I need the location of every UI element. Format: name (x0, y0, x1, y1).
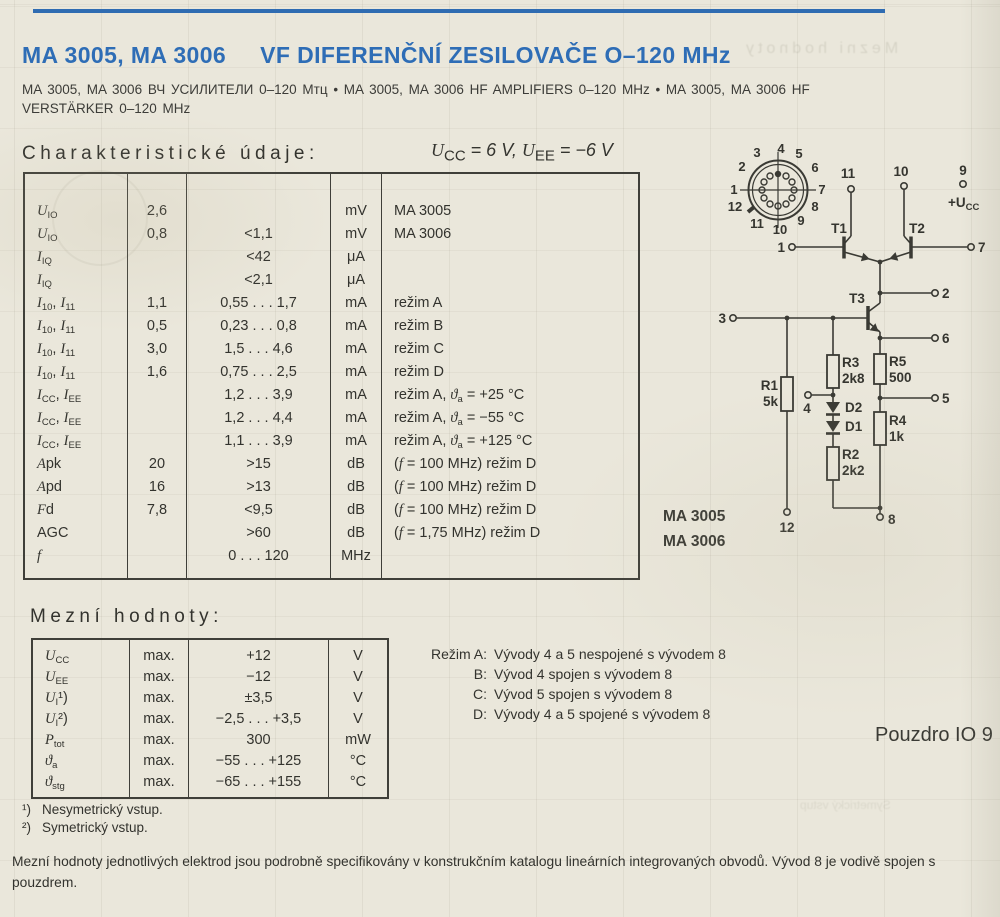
pin-terminal-1 (777, 240, 795, 255)
resistor-R1-ref: R1 (760, 378, 778, 393)
char-table-col-4 (382, 174, 638, 578)
char-table-cell-r2-c0: $I_{IQ}$ (37, 249, 52, 267)
package-label: Pouzdro IO 9 (875, 724, 993, 746)
char-table-col-0 (25, 174, 128, 578)
pin-8-label: 8 (888, 512, 896, 527)
pinout-pin-11: 11 (750, 216, 764, 231)
char-table-cell-r15-c4 (382, 545, 638, 568)
resistor-R3-ref: R3 (842, 355, 860, 370)
title-description: VF DIFERENČNÍ ZESILOVAČE O–120 MHz (260, 42, 731, 68)
char-table-cell-r9-c4: režim A, $ϑ_a = -55$ °C (394, 410, 525, 428)
char-table-cell-r13-c0: Fd (37, 502, 54, 518)
char-table-cell-r6-c0: $I_{10}$, $I_{11}$ (37, 341, 76, 359)
char-table-cell-r7-c2: 0,75 . . . 2,5 (220, 364, 297, 380)
transistor-T2-label: T2 (909, 221, 925, 236)
char-table-cell-r8-c3: mA (345, 387, 367, 403)
char-table-cell-r2-c4 (382, 246, 638, 269)
top-rule (33, 9, 885, 13)
subtitle-line2: VERSTÄRKER 0–120 MHz (22, 101, 191, 116)
char-table-cell-r6-c4: režim C (394, 341, 444, 357)
resistor-R1 (761, 377, 793, 411)
char-table-cell-r4-c0: $I_{10}$, $I_{11}$ (37, 295, 76, 313)
char-table-cell-r1-c1: 0,8 (146, 226, 168, 242)
pinout-pin-7: 7 (818, 182, 826, 197)
char-table-cell-r3-c4 (382, 269, 638, 292)
char-table-cell-r15-c1 (128, 545, 186, 568)
rezim-line-3-label: D: (473, 706, 487, 722)
footnote-1 (22, 801, 163, 819)
pinout-pin-2: 2 (738, 159, 746, 174)
pinout-pin-9: 9 (797, 213, 805, 228)
char-table-cell-r2-c1 (128, 246, 186, 269)
char-table-cell-r4-c3: mA (345, 295, 367, 311)
char-table-col-2 (187, 174, 331, 578)
char-table-cell-r11-c0: Apk (37, 456, 62, 472)
char-table-cell-r10-c1 (128, 430, 186, 453)
char-table-cell-r12-c0: Apd (37, 479, 62, 495)
footnote-2-mark: ²) (22, 820, 31, 835)
char-table-cell-r7-c3: mA (345, 364, 367, 380)
pin-12-label: 12 (779, 520, 795, 535)
rezim-line-2-text: Vývod 5 spojen s vývodem 8 (494, 686, 673, 702)
transistor-T1-label: T1 (831, 221, 847, 236)
pin-terminal-5 (932, 391, 950, 406)
rezim-line-2-label: C: (473, 686, 487, 702)
char-table-cell-r13-c4: (f = 100 MHz) režim D (394, 502, 537, 518)
resistor-R5-value: 500 (889, 370, 912, 385)
char-table-cell-r9-c2: 1,2 . . . 4,4 (224, 410, 293, 426)
limits-table-cell-r0-c2: +12 (246, 648, 271, 664)
limits-table-cell-r4-c0: $P_{tot}$ (45, 732, 65, 750)
pin-2-label: 2 (942, 286, 950, 301)
char-table-cell-r13-c2: <9,5 (244, 502, 273, 518)
char-table-cell-r6-c2: 1,5 . . . 4,6 (224, 341, 293, 357)
bleedthrough-text: Mezni hodnoty (742, 40, 899, 57)
pinout-pin-8: 8 (811, 199, 819, 214)
pin-terminal-12 (779, 509, 794, 535)
junction-nodes (785, 260, 883, 511)
char-table-cell-r1-c2: <1,1 (244, 226, 273, 242)
limits-table-col-0 (33, 640, 130, 797)
char-table-cell-r10-c0: $I_{CC}$, $I_{EE}$ (37, 433, 82, 451)
char-table-cell-r14-c0: AGC (37, 525, 69, 541)
pinout-pin-5: 5 (795, 146, 803, 161)
resistor-R2 (827, 447, 865, 480)
char-table-cell-r13-c1: 7,8 (146, 502, 168, 518)
bleedthrough-text: Symetrický vstup (800, 798, 891, 812)
diode-D1-label: D1 (845, 419, 863, 434)
char-table-cell-r6-c3: mA (345, 341, 367, 357)
char-table-cell-r5-c0: $I_{10}$, $I_{11}$ (37, 318, 76, 336)
char-table-cell-r9-c1 (128, 407, 186, 430)
resistor-R3-value: 2k8 (842, 371, 865, 386)
char-table-cell-r4-c2: 0,55 . . . 1,7 (220, 295, 297, 311)
char-table-cell-r2-c3: μA (346, 249, 366, 265)
limits-table-cell-r1-c3: V (353, 669, 363, 685)
char-table-cell-r6-c1: 3,0 (146, 341, 168, 357)
resistor-R4-ref: R4 (889, 413, 907, 428)
pinout-pin-6: 6 (811, 160, 819, 175)
rezim-notes (423, 644, 726, 724)
char-table-cell-r8-c4: režim A, $ϑ_a = +25$ °C (394, 387, 525, 405)
limits-table-cell-r6-c0: $ϑ_{stg}$ (45, 774, 65, 792)
pinout-pin-1: 1 (730, 182, 738, 197)
char-table-cell-r3-c3: μA (346, 272, 366, 288)
char-table-cell-r11-c3: dB (347, 456, 365, 472)
char-table-cell-r12-c3: dB (347, 479, 365, 495)
char-table-cell-r14-c4: (f = 1,75 MHz) režim D (394, 525, 541, 541)
char-table-cell-r9-c0: $I_{CC}$, $I_{EE}$ (37, 410, 82, 428)
rezim-line-0-label: Režim A: (430, 646, 487, 662)
char-table-cell-r10-c4: režim A, $ϑ_a = +125$ °C (394, 433, 533, 451)
char-table-cell-r3-c2: <2,1 (244, 272, 273, 288)
pin-6-label: 6 (942, 331, 950, 346)
footnote-1-text: Nesymetrický vstup. (42, 802, 163, 817)
subtitle (22, 80, 810, 118)
resistor-R2-ref: R2 (842, 447, 860, 462)
limits-table-cell-r2-c0: $U_I^1$) (45, 690, 68, 708)
pin-3-label: 3 (718, 311, 726, 326)
char-table-cell-r5-c1: 0,5 (146, 318, 168, 334)
transistor-T3-label: T3 (849, 291, 865, 306)
footnote-2 (22, 819, 163, 837)
limits-table-cell-r4-c2: 300 (246, 732, 271, 748)
char-table-col-3 (331, 174, 382, 578)
rezim-line-1-text: Vývod 4 spojen s vývodem 8 (494, 666, 673, 682)
schematic-wires (736, 189, 968, 514)
footnote-1-mark: ¹) (22, 802, 31, 817)
pin-terminal-11 (841, 166, 856, 192)
footer-note: Mezní hodnoty jednotlivých elektrod jsou podrobně specifikovány v konstrukčním katalogu lineárních integrovaných obvodů. Vývod 8 je vodivě spojen s pouzdrem. (12, 854, 936, 890)
title-part-number: MA 3005, MA 3006 (22, 42, 227, 68)
char-table-cell-r14-c3: dB (347, 525, 365, 541)
char-table-cell-r12-c4: (f = 100 MHz) režim D (394, 479, 537, 495)
limits-table-cell-r6-c2: −65 . . . +155 (215, 774, 302, 790)
char-table-cell-r0-c4: MA 3005 (394, 203, 452, 219)
limits-table-cell-r1-c2: −12 (246, 669, 271, 685)
pin-terminal-4 (803, 392, 811, 416)
rezim-line-0-text: Vývody 4 a 5 nespojené s vývodem 8 (494, 646, 726, 662)
char-table-cell-r5-c3: mA (345, 318, 367, 334)
device-label-ma3006: MA 3006 (663, 533, 726, 550)
limits-table-cell-r0-c0: $U_{CC}$ (45, 648, 70, 666)
limits-table-cell-r2-c3: V (353, 690, 363, 706)
char-table-cell-r7-c4: režim D (394, 364, 444, 380)
char-table-cell-r3-c1 (128, 269, 186, 292)
transistor-T3 (849, 291, 878, 332)
limits-table-cell-r2-c2: ±3,5 (244, 690, 273, 706)
limits-table-cell-r6-c3: °C (349, 774, 367, 790)
limits-table-cell-r5-c2: −55 . . . +125 (215, 753, 302, 769)
subtitle-line1: MA 3005, MA 3006 ВЧ УСИЛИТЕЛИ 0–120 Мтц • MA 3005, MA 3006 HF AMPLIFIERS 0–120 MHz • MA 3005, MA 3006 HF (22, 82, 810, 97)
resistor-R5 (874, 354, 912, 385)
char-table-cell-r10-c2: 1,1 . . . 3,9 (224, 433, 293, 449)
limits-table-cell-r1-c1: max. (143, 669, 175, 685)
char-table-cell-r8-c0: $I_{CC}$, $I_{EE}$ (37, 387, 82, 405)
diode-D2-label: D2 (845, 400, 863, 415)
char-table-cell-r15-c3: MHz (341, 548, 371, 564)
char-table-cell-r7-c0: $I_{10}$, $I_{11}$ (37, 364, 76, 382)
pin-terminal-9 (948, 163, 980, 213)
characteristics-heading: Charakteristické údaje: (22, 143, 319, 164)
char-table-cell-r7-c1: 1,6 (146, 364, 168, 380)
pin-4-label: 4 (803, 401, 811, 416)
char-table-cell-r12-c2: >13 (246, 479, 271, 495)
limits-table-cell-r2-c1: max. (143, 690, 175, 706)
pinout-pin-12: 12 (727, 199, 743, 214)
char-table-cell-r11-c4: (f = 100 MHz) režim D (394, 456, 537, 472)
pin-holes (759, 171, 797, 209)
char-table-cell-r9-c3: mA (345, 410, 367, 426)
limits-table-cell-r6-c1: max. (143, 774, 175, 790)
char-table-cell-r8-c1 (128, 384, 186, 407)
resistor-R1-value: 5k (762, 394, 778, 409)
char-table-cell-r13-c3: dB (347, 502, 365, 518)
char-table-cell-r11-c1: 20 (148, 456, 166, 472)
diode-D2 (826, 400, 862, 415)
package-key-notch (748, 207, 754, 212)
device-label-ma3005: MA 3005 (663, 508, 726, 525)
test-condition: $U_{CC} = 6$ V, $U_{EE} = -6$ V (431, 140, 613, 165)
char-table-cell-r0-c1: 2,6 (146, 203, 168, 219)
page-title (22, 42, 731, 69)
pin-5-label: 5 (942, 391, 950, 406)
pin-11-label: 11 (840, 166, 856, 181)
schematic-device-labels (663, 504, 725, 554)
char-table-cell-r0-c0: $U_{IO}$ (37, 203, 58, 221)
char-table-cell-r0-c3: mV (345, 203, 367, 219)
char-table-col-1 (128, 174, 187, 578)
limits-table-col-3 (329, 640, 387, 797)
limits-table-col-2 (189, 640, 329, 797)
limits-heading: Mezní hodnoty: (30, 606, 223, 627)
pinout-pin-3: 3 (753, 145, 761, 160)
char-table-cell-r4-c1: 1,1 (146, 295, 168, 311)
pin-1-label: 1 (777, 240, 785, 255)
char-table-cell-r14-c2: >60 (246, 525, 271, 541)
char-table-cell-r2-c2: <42 (246, 249, 271, 265)
pinout-pin-10: 10 (772, 222, 788, 237)
char-table-cell-r14-c1 (128, 522, 186, 545)
transistor-T2 (889, 221, 925, 261)
pin-9-label: 9 (959, 163, 967, 178)
footnote-2-text: Symetrický vstup. (42, 820, 148, 835)
char-table-cell-r8-c2: 1,2 . . . 3,9 (224, 387, 293, 403)
char-table-cell-r12-c1: 16 (148, 479, 166, 495)
pin-terminal-2 (932, 286, 950, 301)
rezim-line-1-label: B: (473, 666, 487, 682)
char-table-cell-r5-c2: 0,23 . . . 0,8 (220, 318, 297, 334)
char-table-cell-r1-c3: mV (345, 226, 367, 242)
limits-table-cell-r4-c3: mW (345, 732, 371, 748)
limits-table-cell-r0-c3: V (353, 648, 363, 664)
resistor-R4-value: 1k (889, 429, 905, 444)
package-pinout-diagram (728, 141, 826, 237)
pin-10-label: 10 (893, 164, 909, 179)
limits-table-cell-r3-c2: −2,5 . . . +3,5 (215, 711, 302, 727)
char-table-cell-r11-c2: >15 (246, 456, 271, 472)
char-table-cell-r10-c3: mA (345, 433, 367, 449)
char-table-cell-r1-c0: $U_{IO}$ (37, 226, 58, 244)
limits-table-cell-r4-c1: max. (143, 732, 175, 748)
pinout-pin-4: 4 (777, 141, 785, 156)
rezim-line-3-text: Vývody 4 a 5 spojené s vývodem 8 (494, 706, 711, 722)
char-table-cell-r15-c2: 0 . . . 120 (228, 548, 289, 564)
characteristics-table (23, 172, 640, 580)
char-table-cell-r0-c2 (187, 200, 330, 223)
limits-table-cell-r3-c3: V (353, 711, 363, 727)
limits-table-cell-r1-c0: $U_{EE}$ (45, 669, 69, 687)
char-table-cell-r5-c4: režim B (394, 318, 444, 334)
circuit-schematic (718, 163, 985, 535)
limits-table-cell-r3-c0: $U_I^2$) (45, 711, 68, 729)
limits-table-cell-r3-c1: max. (143, 711, 175, 727)
resistor-R2-value: 2k2 (842, 463, 865, 478)
char-table-cell-r3-c0: $I_{IQ}$ (37, 272, 52, 290)
pin-terminal-3 (718, 311, 736, 326)
limits-table-cell-r5-c3: °C (349, 753, 367, 769)
char-table-cell-r4-c4: režim A (394, 295, 443, 311)
limits-table-col-1 (130, 640, 189, 797)
pin-terminal-8 (877, 512, 896, 527)
resistor-R5-ref: R5 (889, 354, 907, 369)
resistor-R4 (874, 412, 907, 445)
pin-terminal-7 (968, 240, 986, 255)
pin-terminal-6 (932, 331, 950, 346)
char-table-cell-r15-c0: f (37, 548, 42, 564)
pin-7-label: 7 (978, 240, 986, 255)
pin-terminal-10 (893, 164, 908, 189)
resistor-R3 (827, 355, 865, 388)
supply-ucc-label: $+U_{CC}$ (948, 195, 980, 213)
footnotes (22, 801, 163, 837)
limits-table (31, 638, 389, 799)
limits-table-cell-r5-c0: $ϑ_a$ (45, 753, 58, 771)
limits-table-cell-r5-c1: max. (143, 753, 175, 769)
transistor-T1 (831, 221, 870, 261)
limits-table-cell-r0-c1: max. (143, 648, 175, 664)
diode-D1 (826, 419, 863, 434)
char-table-cell-r1-c4: MA 3006 (394, 226, 452, 242)
